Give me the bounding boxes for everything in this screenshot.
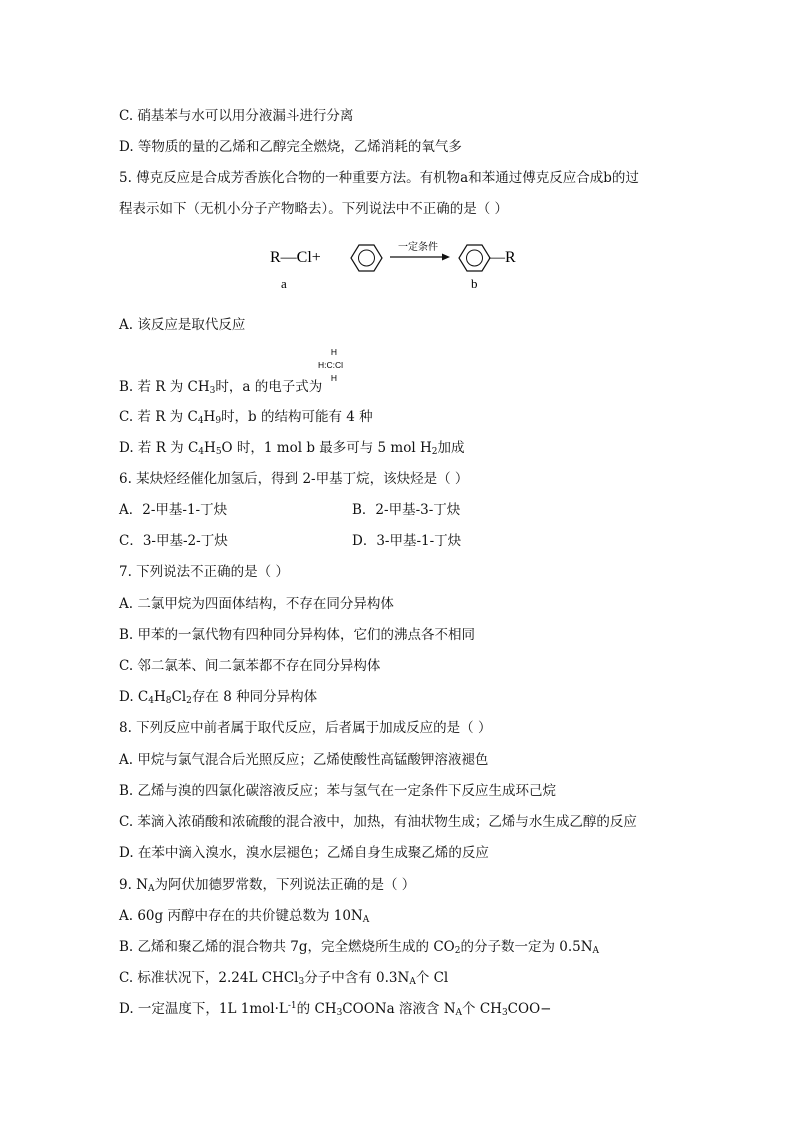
q9-option-c: C. 标准状况下，2.24L CHCl$_3$分子中含有 $0.3N_A$个 Cl: [119, 970, 449, 987]
benzene-ring-product: [459, 245, 490, 271]
q7-option-d: D. $C_4H_8Cl_2$存在 8 种同分异构体: [119, 689, 318, 706]
q7-stem: 7. 下列说法不正确的是（ ）: [119, 564, 289, 580]
electron-formula-bottom-h: H: [330, 373, 338, 383]
product-substituent-text: —R: [489, 249, 516, 266]
benzene-ring-product-circle: [467, 250, 483, 266]
q5-stem-line2: 程表示如下（无机小分子产物略去）。下列说法中不正确的是（ ）: [119, 201, 509, 217]
label-a: a: [281, 276, 287, 291]
q8-stem: 8. 下列反应中前者属于取代反应，后者属于加成反应的是（ ）: [119, 720, 492, 736]
electron-formula-ch3cl: [318, 345, 358, 387]
q5-option-a: A. 该反应是取代反应: [119, 317, 246, 333]
q9-option-b: B. 乙烯和聚乙烯的混合物共 7g，完全燃烧所生成的 $CO_2$的分子数一定为 $0.5N_A$: [119, 939, 600, 956]
q7-option-c: C. 邻二氯苯、间二氯苯都不存在同分异构体: [119, 658, 381, 674]
q6-option-d: D．3-甲基-1-丁炔: [352, 533, 462, 549]
friedel-crafts-reaction-diagram: [268, 236, 528, 296]
q8-option-c: C. 苯滴入浓硝酸和浓硫酸的混合液中，加热，有油状物生成；乙烯与水生成乙醇的反应: [119, 814, 637, 830]
reaction-arrow-head: [442, 254, 450, 261]
q9-option-d: D. 一定温度下，1L $1mol\cdot L^{-1}$的 $CH_3COONa$ 溶液含 $N_A$个 $CH_3COO-$: [119, 1001, 552, 1018]
q8-option-a: A. 甲烷与氯气混合后光照反应；乙烯使酸性高锰酸钾溶液褪色: [119, 752, 489, 768]
label-b: b: [471, 276, 478, 291]
q5-option-d: D. 若 R 为 $C_4H_5O$ 时，1 mol b 最多可与 5 mol $H_2$加成: [119, 440, 465, 457]
benzene-ring-reactant: [351, 245, 382, 271]
reaction-condition-label: 一定条件: [398, 242, 438, 253]
electron-formula-middle: H:C:Cl: [318, 360, 344, 370]
q6-option-a: A．2-甲基-1-丁炔: [119, 502, 228, 518]
q5-option-b: B. 若 R 为 $CH_3$时，a 的电子式为: [119, 379, 323, 396]
q4-option-c: C. 硝基苯与水可以用分液漏斗进行分离: [119, 108, 354, 124]
q4-option-d: D. 等物质的量的乙烯和乙醇完全燃烧，乙烯消耗的氧气多: [119, 139, 462, 155]
q8-option-b: B. 乙烯与溴的四氯化碳溶液反应；苯与氢气在一定条件下反应生成环己烷: [119, 783, 557, 799]
q6-stem: 6. 某炔烃经催化加氢后，得到 2-甲基丁烷，该炔烃是（ ）: [119, 471, 469, 487]
q8-option-d: D. 在苯中滴入溴水，溴水层褪色；乙烯自身生成聚乙烯的反应: [119, 845, 489, 861]
q7-option-a: A. 二氯甲烷为四面体结构，不存在同分异构体: [119, 596, 394, 612]
q6-option-c: C．3-甲基-2-丁炔: [119, 533, 228, 549]
q5-option-c: C. 若 R 为 $C_4H_9$时，b 的结构可能有 4 种: [119, 409, 373, 426]
q9-option-a: A. 60g 丙醇中存在的共价键总数为 $10N_A$: [119, 908, 370, 925]
reactant-text: R—Cl+: [270, 249, 321, 266]
benzene-ring-reactant-circle: [359, 250, 375, 266]
q9-stem: 9. $N_A$为阿伏加德罗常数，下列说法正确的是（ ）: [119, 877, 416, 894]
q6-option-b: B．2-甲基-3-丁炔: [352, 502, 461, 518]
q5-stem-line1: 5. 傅克反应是合成芳香族化合物的一种重要方法。有机物a和苯通过傅克反应合成b的过: [119, 170, 639, 186]
q7-option-b: B. 甲苯的一氯代物有四种同分异构体，它们的沸点各不相同: [119, 627, 476, 643]
electron-formula-top-h: H: [330, 347, 338, 357]
